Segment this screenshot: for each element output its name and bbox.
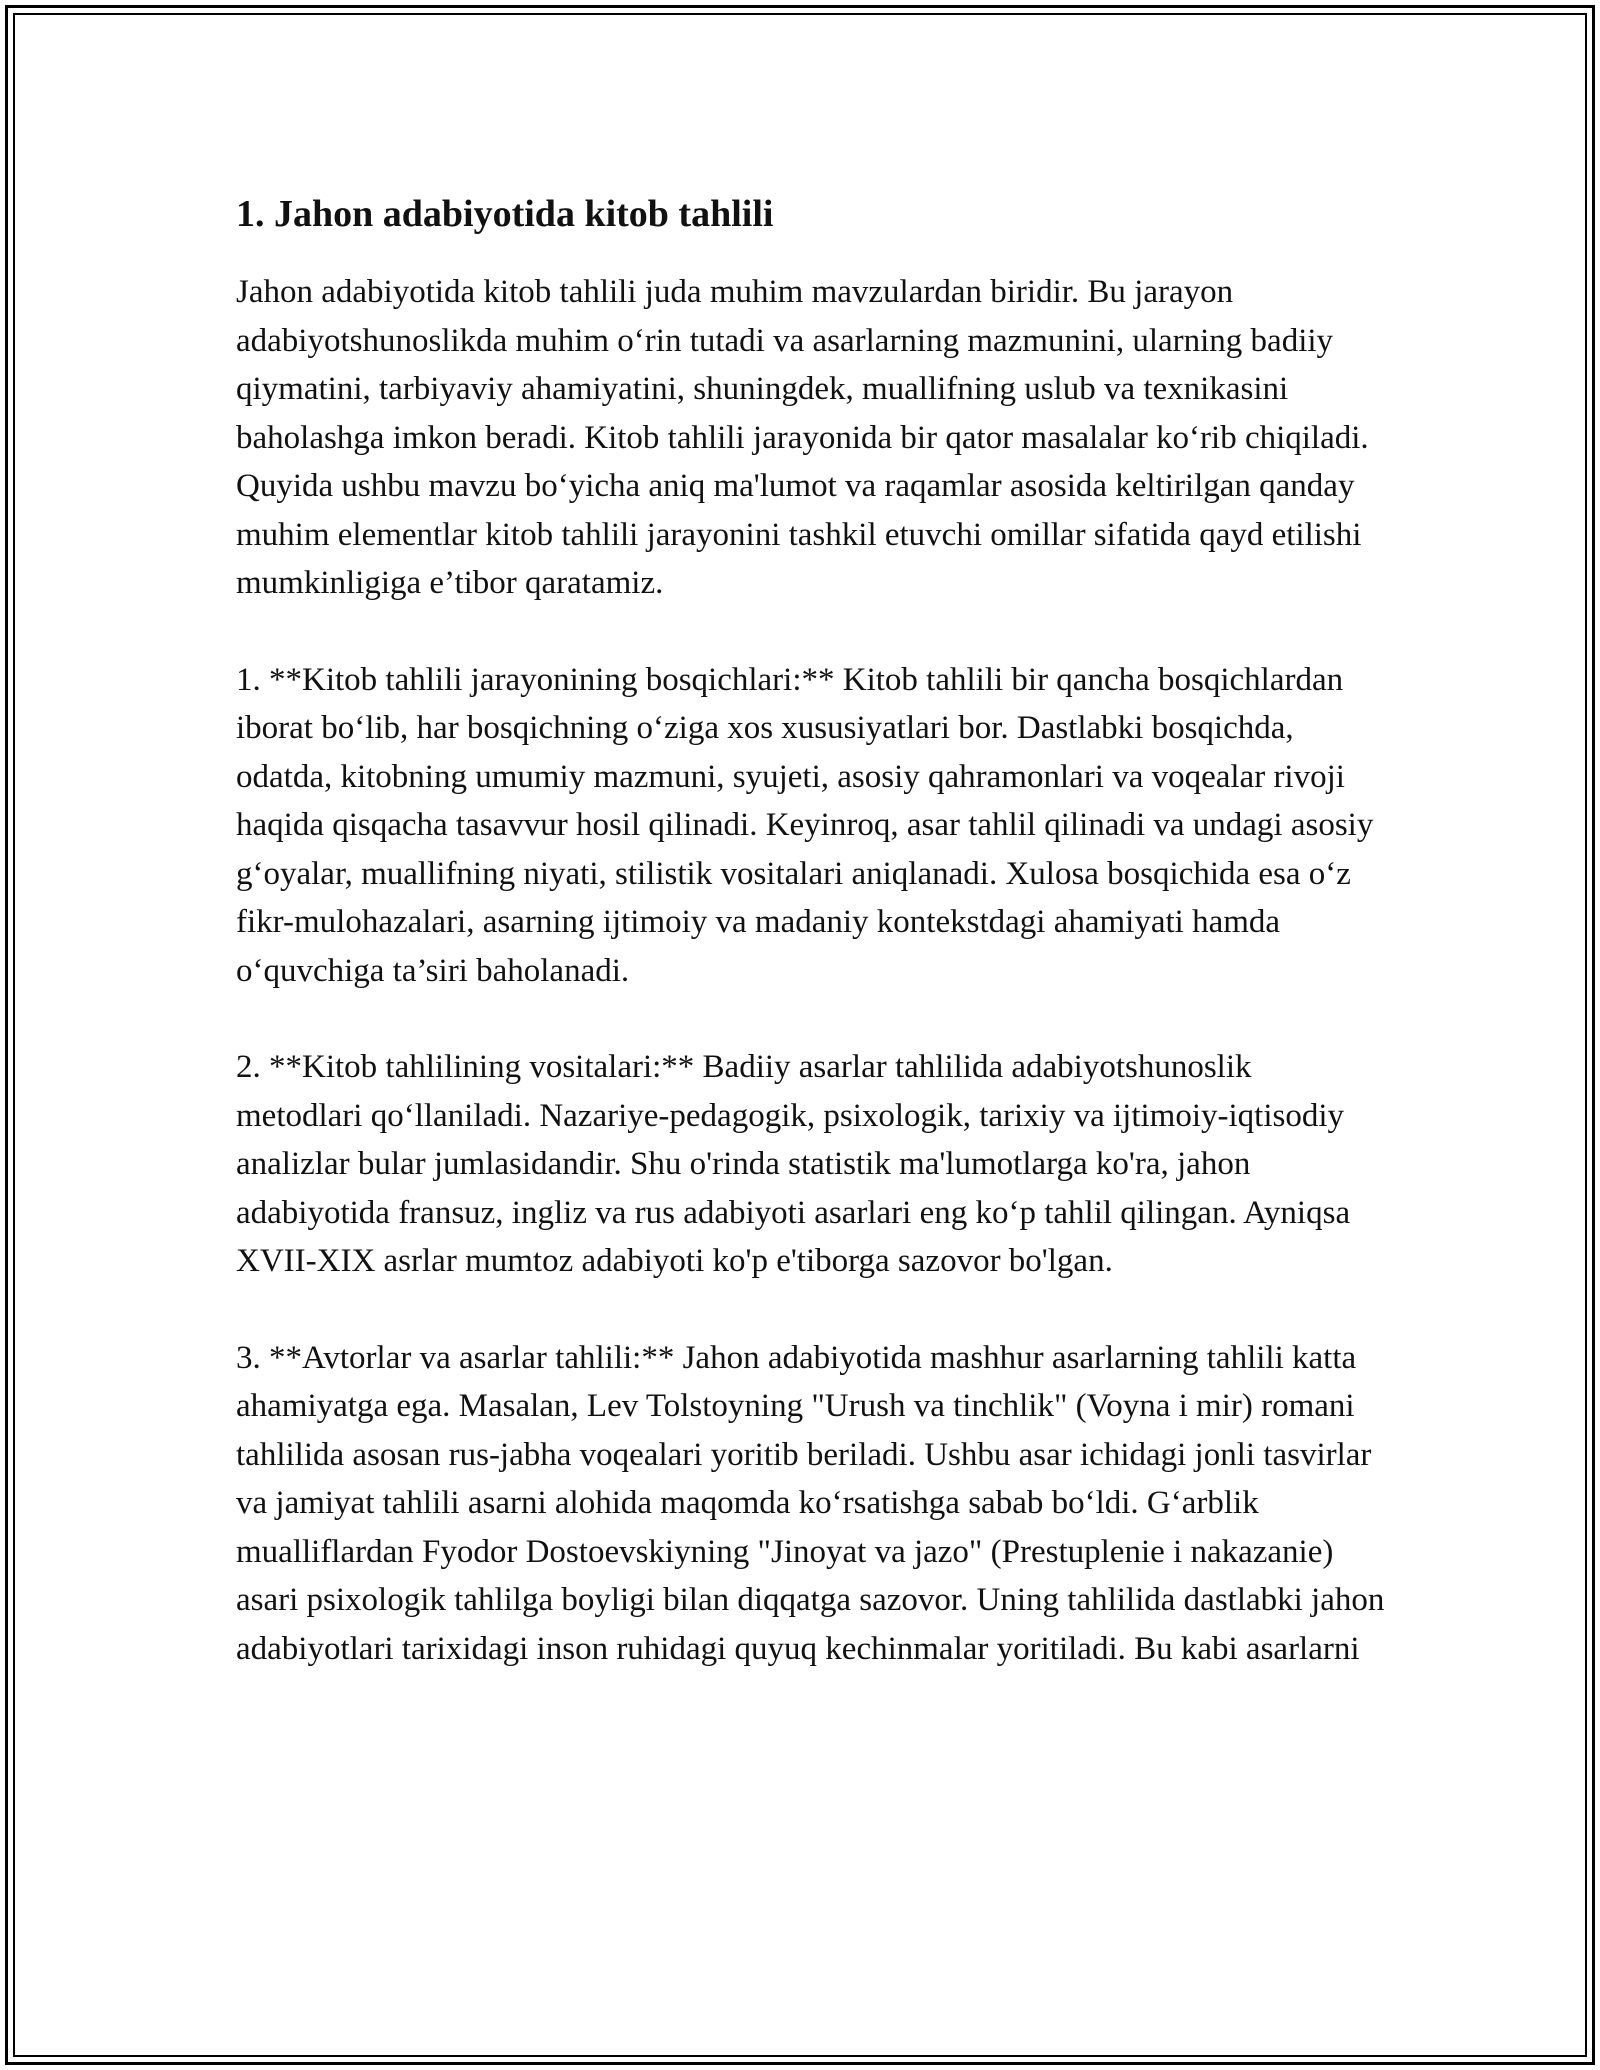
paragraph-stages: 1. **Kitob tahlili jarayonining bosqichlari:** Kitob tahlili bir qancha bosqichlardan iborat bo‘lib, har bosqichning o‘ziga xos xususiyatlari bor. Dastlabki bosqichda, odatda, kitobning umumiy mazmuni, syujeti, asosiy qahramonlari va voqealar rivoji haqida qisqacha tasavvur hosil qilinadi. Keyinroq, asar tahlil qilinadi va undagi asosiy g‘oyalar, muallifning niyati, stilistik vositalari aniqlanadi. Xulosa bosqichida esa o‘z fikr-mulohazalari, asarning ijtimoiy va madaniy kontekstdagi ahamiyati hamda o‘quvchiga ta’siri baholanadi. — [236, 661, 1374, 989]
intro-paragraph: Jahon adabiyotida kitob tahlili juda muhim mavzulardan biridir. Bu jarayon adabiyotshunoslikda muhim o‘rin tutadi va asarlarning mazmunini, ularning badiiy qiymatini, tarbiyaviy ahamiyatini, shuningdek, muallifning uslub va texnikasini baholashga imkon beradi. Kitob tahlili jarayonida bir qator masalalar ko‘rib chiqiladi. Quyida ushbu mavzu bo‘yicha aniq ma'lumot va raqamlar asosida keltirilgan qanday muhim elementlar kitob tahlili jarayonini tashkil etuvchi omillar sifatida qayd etilishi mumkinligiga e’tibor qaratamiz. — [236, 274, 1369, 601]
paragraph-tools: 2. **Kitob tahlilining vositalari:** Badiiy asarlar tahlilida adabiyotshunoslik metodlari qo‘llaniladi. Nazariye-pedagogik, psixologik, tarixiy va ijtimoiy-iqtisodiy analizlar bular jumlasidandir. Shu o'rinda statistik ma'lumotlarga ko'ra, jahon adabiyotida fransuz, ingliz va rus adabiyoti asarlari eng ko‘p tahlil qilingan. Ayniqsa XVII-XIX asrlar mumtoz adabiyoti ko'p e'tiborga sazovor bo'lgan. — [236, 1049, 1351, 1279]
section-heading: 1. Jahon adabiyotida kitob tahlili — [236, 193, 774, 235]
paragraph-authors: 3. **Avtorlar va asarlar tahlili:** Jahon adabiyotida mashhur asarlarning tahlili katta ahamiyatga ega. Masalan, Lev Tolstoyning "Urush va tinchlik" (Voyna i mir) romani tahlilida asosan rus-jabha voqealari yoritib beriladi. Ushbu asar ichidagi jonli tasvirlar va jamiyat tahlili asarni alohida maqomda ko‘rsatishga sabab bo‘ldi. G‘arblik mualliflardan Fyodor Dostoevskiyning "Jinoyat va jazo" (Prestuplenie i nakazanie) asari psixologik tahlilga boyligi bilan diqqatga sazovor. Uning tahlilida dastlabki jahon adabiyotlari tarixidagi inson ruhidagi quyuq kechinmalar yoritiladi. Bu kabi asarlarni — [236, 1339, 1385, 1667]
document-body — [236, 180, 1386, 1673]
